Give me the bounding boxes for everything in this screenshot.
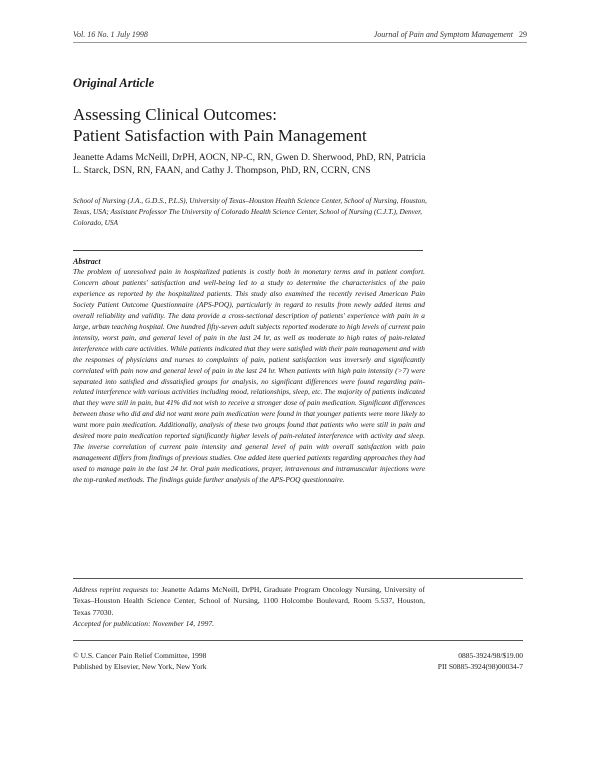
abstract-heading: Abstract bbox=[73, 257, 101, 266]
title-line-2: Patient Satisfaction with Pain Management bbox=[73, 126, 367, 145]
accepted-date: Accepted for publication: November 14, 1997. bbox=[73, 619, 215, 628]
issn-price: 0885-3924/98/$19.00 bbox=[458, 651, 523, 660]
abstract-divider-top bbox=[73, 250, 423, 251]
article-title bbox=[73, 104, 527, 146]
title-line-1: Assessing Clinical Outcomes: bbox=[73, 105, 277, 124]
reprint-label: Address reprint requests to: bbox=[73, 585, 159, 594]
author-affiliations: School of Nursing (J.A., G.D.S., P.L.S), University of Texas–Houston Health Science Center, School of Nursing, Houston, Texas, USA; Assistant Professor The University of Colorado Health Science Center, School of Nursing (C.J.T.), Denver, Colorado, USA bbox=[73, 196, 427, 228]
reprint-text: Jeanette Adams McNeill, DrPH, Graduate Program Oncology Nursing, University of Texas–Houston Health Science Center, School of Nursing, 1100 Holcombe Boulevard, Room 5.537, Houston, Texas 77030. bbox=[73, 585, 425, 617]
pii-code: PII S0885-3924(98)00034-7 bbox=[437, 662, 523, 671]
journal-title-page bbox=[374, 30, 527, 39]
page-number: 29 bbox=[519, 30, 527, 39]
abstract-divider-bottom bbox=[73, 578, 523, 579]
article-type: Original Article bbox=[73, 76, 155, 90]
journal-volume-issue: Vol. 16 No. 1 July 1998 bbox=[73, 30, 148, 39]
footer-left bbox=[73, 650, 206, 672]
publisher-notice: Published by Elsevier, New York, New York bbox=[73, 662, 207, 671]
copyright-notice: © U.S. Cancer Pain Relief Committee, 1998 bbox=[73, 651, 207, 660]
footer-divider bbox=[73, 640, 523, 641]
footer-right bbox=[438, 650, 523, 672]
journal-title: Journal of Pain and Symptom Management bbox=[373, 30, 513, 39]
header-divider bbox=[73, 42, 527, 43]
author-list: Jeanette Adams McNeill, DrPH, AOCN, NP-C, RN, Gwen D. Sherwood, PhD, RN, Patricia L. Starck, DSN, RN, FAAN, and Cathy J. Thompson, PhD, RN, CCRN, CNS bbox=[73, 152, 426, 176]
abstract-text: The problem of unresolved pain in hospitalized patients is costly both in monetary terms and in patient comfort. Concern about patients' satisfaction and well-being led to a study to determine the characteristics of the pain experience as reported by the hospitalized patients. This study also examined the recently revised American Pain Society Patient Outcome Questionnaire (APS-POQ), particularly in regard to results from newly added items and overall reliability and validity. The data provide a cross-sectional description of patients' experience with pain in a large, urban teaching hospital. One hundred fifty-seven adult subjects reported moderate to high levels of current pain intensity, worst pain, and general level of pain in the last 24 hr, as well as moderate to high rates of pain-related interference with care activities. While patients indicated that they were satisfied with their pain management and with the responses of physicians and nurses to complaints of pain, patient satisfaction was inversely and significantly correlated with pain now and general level of pain in the last 24 hr. When patients with high pain intensity (>7) were separated into satisfied and dissatisfied groups for analysis, no significant differences were found regarding pain-related interference with various activities including mood, relationships, sleep, etc. The majority of patients indicated that they were still in pain, but 41% did not wish to receive a stronger dose of pain medication. Significant differences between those who did and did not want more pain medication were found in that younger patients were more likely to want more pain medication. Additionally, analysis of these two groups found that patients who were still in pain and desired more pain medication reported significantly higher levels of pain-related interference with activity and sleep. The inverse correlation of current pain intensity and general level of pain with overall satisfaction with pain management differs from findings of previous studies. One added item queried patients regarding approaches they had used to manage pain in the last 24 hr. Oral pain medications, prayer, intravenous and intramuscular injections were the top-ranked methods. The findings guide further analysis of the APS-POQ questionnaire. bbox=[73, 267, 425, 485]
reprint-address bbox=[73, 584, 425, 618]
